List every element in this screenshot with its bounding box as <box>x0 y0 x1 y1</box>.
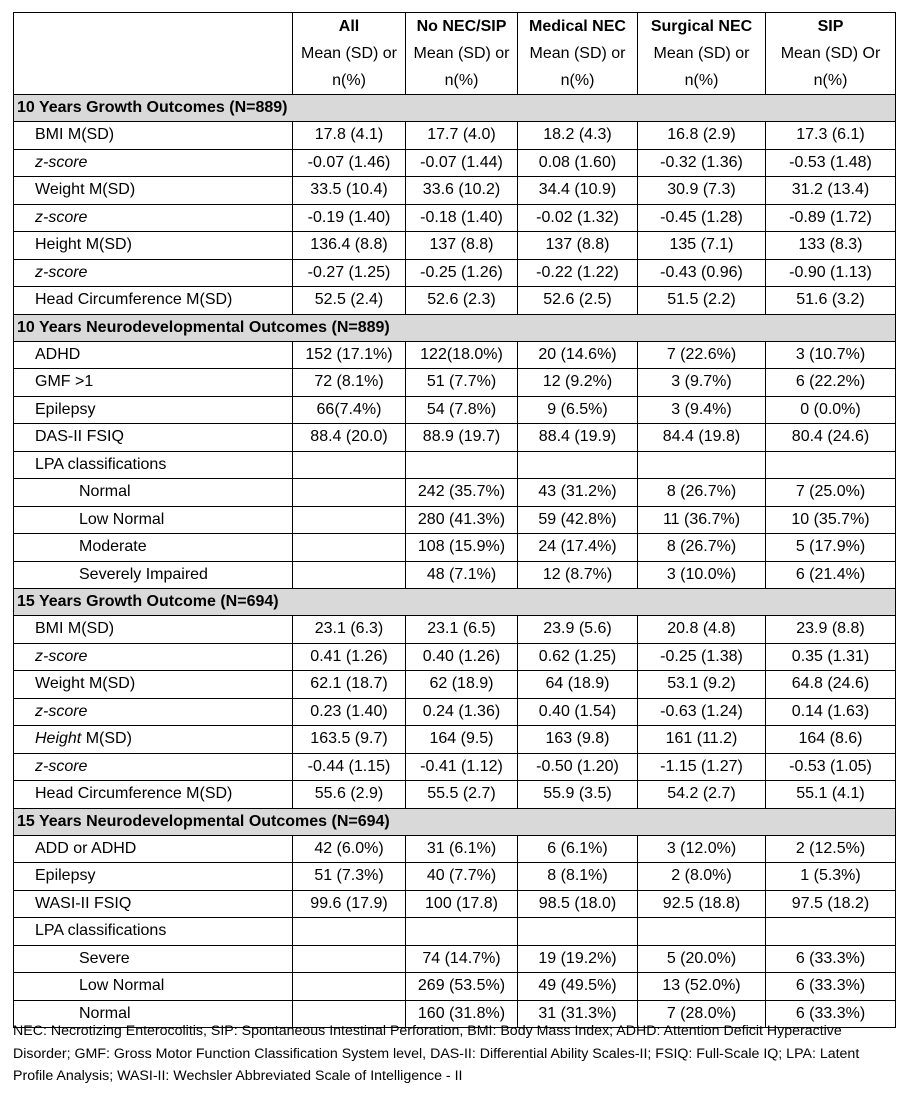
header-subtitle: Mean (SD) Or n(%) <box>780 45 881 89</box>
table-cell: 0.41 (1.26) <box>293 643 406 671</box>
table-cell: 17.7 (4.0) <box>406 122 518 150</box>
table-row <box>14 671 896 699</box>
table-cell <box>293 479 406 507</box>
row-label: Normal <box>14 1000 293 1028</box>
row-label: Severely Impaired <box>14 561 293 589</box>
row-label: BMI M(SD) <box>14 616 293 644</box>
table-cell: -0.43 (0.96) <box>638 259 766 287</box>
table-cell: 0 (0.0%) <box>766 396 896 424</box>
header-cell-label <box>14 13 293 95</box>
row-label: Epilepsy <box>14 396 293 424</box>
table-cell <box>293 973 406 1001</box>
table-cell: 51 (7.7%) <box>406 369 518 397</box>
section-header-row <box>14 589 896 616</box>
row-label: WASI-II FSIQ <box>14 890 293 918</box>
row-label: Head Circumference M(SD) <box>14 781 293 809</box>
row-label: GMF >1 <box>14 369 293 397</box>
row-label: Epilepsy <box>14 863 293 891</box>
table-cell: 23.1 (6.5) <box>406 616 518 644</box>
table-cell: 12 (8.7%) <box>518 561 638 589</box>
row-label-italic: Height <box>35 730 82 748</box>
table-cell: 97.5 (18.2) <box>766 890 896 918</box>
table-cell: -0.32 (1.36) <box>638 149 766 177</box>
table-cell: 1 (5.3%) <box>766 863 896 891</box>
row-label: BMI M(SD) <box>14 122 293 150</box>
row-label: DAS-II FSIQ <box>14 424 293 452</box>
row-label: Weight M(SD) <box>14 177 293 205</box>
row-label: ADD or ADHD <box>14 835 293 863</box>
header-subtitle: Mean (SD) or n(%) <box>413 45 510 89</box>
table-cell: 17.3 (6.1) <box>766 122 896 150</box>
table-cell: 2 (12.5%) <box>766 835 896 863</box>
table-row <box>14 369 896 397</box>
table-cell: 20 (14.6%) <box>518 341 638 369</box>
header-subtitle: Mean (SD) or n(%) <box>653 45 750 89</box>
table-cell: 242 (35.7%) <box>406 479 518 507</box>
header-cell-no-nec-sip <box>406 13 518 95</box>
table-cell: 66(7.4%) <box>293 396 406 424</box>
table-cell: 42 (6.0%) <box>293 835 406 863</box>
table-cell: 62.1 (18.7) <box>293 671 406 699</box>
row-label: Height M(SD) <box>14 232 293 260</box>
table-cell: -0.44 (1.15) <box>293 753 406 781</box>
table-cell: 62 (18.9) <box>406 671 518 699</box>
table-cell: -0.53 (1.48) <box>766 149 896 177</box>
row-label: Normal <box>14 479 293 507</box>
row-label: LPA classifications <box>14 918 293 946</box>
table-cell: 72 (8.1%) <box>293 369 406 397</box>
table-cell: 20.8 (4.8) <box>638 616 766 644</box>
table-cell: 54 (7.8%) <box>406 396 518 424</box>
table-cell: 9 (6.5%) <box>518 396 638 424</box>
table-row <box>14 863 896 891</box>
table-cell: 0.14 (1.63) <box>766 698 896 726</box>
section-header-row <box>14 314 896 341</box>
table-cell: 31.2 (13.4) <box>766 177 896 205</box>
table-cell: 7 (25.0%) <box>766 479 896 507</box>
table-cell: 51.6 (3.2) <box>766 287 896 315</box>
header-title: SIP <box>817 18 844 35</box>
table-cell: 17.8 (4.1) <box>293 122 406 150</box>
table-cell: 6 (22.2%) <box>766 369 896 397</box>
table-cell <box>293 506 406 534</box>
row-label: Low Normal <box>14 506 293 534</box>
table-cell: 31 (6.1%) <box>406 835 518 863</box>
table-cell: 88.4 (19.9) <box>518 424 638 452</box>
table-cell <box>406 918 518 946</box>
header-cell-surgical-nec <box>638 13 766 95</box>
table-cell: -0.27 (1.25) <box>293 259 406 287</box>
table-cell: 11 (36.7%) <box>638 506 766 534</box>
table-cell <box>518 451 638 479</box>
table-cell: 30.9 (7.3) <box>638 177 766 205</box>
header-subtitle: Mean (SD) or n(%) <box>529 45 626 89</box>
table-cell: 161 (11.2) <box>638 726 766 754</box>
table-cell: 163.5 (9.7) <box>293 726 406 754</box>
table-cell: 88.9 (19.7) <box>406 424 518 452</box>
table-cell: -0.02 (1.32) <box>518 204 638 232</box>
row-label: z-score <box>14 259 293 287</box>
table-cell: -0.50 (1.20) <box>518 753 638 781</box>
row-label: z-score <box>14 643 293 671</box>
table-cell: 64 (18.9) <box>518 671 638 699</box>
table-cell: 269 (53.5%) <box>406 973 518 1001</box>
row-label: Severe <box>14 945 293 973</box>
table-cell: 12 (9.2%) <box>518 369 638 397</box>
table-cell: -0.07 (1.46) <box>293 149 406 177</box>
table-cell <box>406 451 518 479</box>
section-title: 15 Years Growth Outcome (N=694) <box>14 589 896 616</box>
section-title: 10 Years Neurodevelopmental Outcomes (N=889) <box>14 314 896 341</box>
table-cell: 5 (20.0%) <box>638 945 766 973</box>
header-cell-sip <box>766 13 896 95</box>
row-label: LPA classifications <box>14 451 293 479</box>
table-row <box>14 451 896 479</box>
table-row <box>14 506 896 534</box>
table-cell <box>638 451 766 479</box>
table-cell: 98.5 (18.0) <box>518 890 638 918</box>
table-cell: 3 (12.0%) <box>638 835 766 863</box>
table-cell <box>518 918 638 946</box>
table-cell <box>766 451 896 479</box>
row-label: Moderate <box>14 534 293 562</box>
table-cell: -0.07 (1.44) <box>406 149 518 177</box>
row-label: ADHD <box>14 341 293 369</box>
table-cell: 23.1 (6.3) <box>293 616 406 644</box>
table-row <box>14 643 896 671</box>
table-cell <box>293 918 406 946</box>
table-cell: 19 (19.2%) <box>518 945 638 973</box>
table-cell: 0.35 (1.31) <box>766 643 896 671</box>
table-cell: 55.6 (2.9) <box>293 781 406 809</box>
table-row <box>14 698 896 726</box>
table-cell: -0.45 (1.28) <box>638 204 766 232</box>
table-row <box>14 753 896 781</box>
table-cell: 0.62 (1.25) <box>518 643 638 671</box>
header-row <box>14 13 896 95</box>
table-cell: 6 (33.3%) <box>766 1000 896 1028</box>
table-cell: 23.9 (5.6) <box>518 616 638 644</box>
row-label: Head Circumference M(SD) <box>14 287 293 315</box>
table-cell: 6 (33.3%) <box>766 973 896 1001</box>
table-cell: 92.5 (18.8) <box>638 890 766 918</box>
table-row <box>14 177 896 205</box>
table-cell: 55.5 (2.7) <box>406 781 518 809</box>
table-cell: 108 (15.9%) <box>406 534 518 562</box>
table-cell: -1.15 (1.27) <box>638 753 766 781</box>
header-title: All <box>338 18 360 35</box>
table-cell: 88.4 (20.0) <box>293 424 406 452</box>
table-row <box>14 945 896 973</box>
row-label-rest: M(SD) <box>81 730 132 748</box>
table-cell: 54.2 (2.7) <box>638 781 766 809</box>
table-cell: 51.5 (2.2) <box>638 287 766 315</box>
table-cell: 52.5 (2.4) <box>293 287 406 315</box>
header-title: Medical NEC <box>529 18 626 35</box>
row-label: z-score <box>14 698 293 726</box>
row-label: z-score <box>14 204 293 232</box>
table-cell: 7 (22.6%) <box>638 341 766 369</box>
table-cell: 74 (14.7%) <box>406 945 518 973</box>
table-cell: 0.40 (1.26) <box>406 643 518 671</box>
table-cell: 3 (9.4%) <box>638 396 766 424</box>
table-row <box>14 479 896 507</box>
table-cell <box>293 534 406 562</box>
table-cell: 33.6 (10.2) <box>406 177 518 205</box>
table-cell: -0.89 (1.72) <box>766 204 896 232</box>
table-cell: 40 (7.7%) <box>406 863 518 891</box>
table-cell: 10 (35.7%) <box>766 506 896 534</box>
table-cell: 0.40 (1.54) <box>518 698 638 726</box>
table-cell: 8 (8.1%) <box>518 863 638 891</box>
table-cell: 52.6 (2.3) <box>406 287 518 315</box>
table-cell: 33.5 (10.4) <box>293 177 406 205</box>
table-cell: 3 (10.0%) <box>638 561 766 589</box>
table-row <box>14 561 896 589</box>
table-cell <box>293 451 406 479</box>
table-cell: 48 (7.1%) <box>406 561 518 589</box>
table-cell: 164 (8.6) <box>766 726 896 754</box>
table-cell: -0.22 (1.22) <box>518 259 638 287</box>
table-cell: 13 (52.0%) <box>638 973 766 1001</box>
table-row <box>14 534 896 562</box>
section-header-row <box>14 95 896 122</box>
table-cell: 31 (31.3%) <box>518 1000 638 1028</box>
table-cell: 23.9 (8.8) <box>766 616 896 644</box>
table-cell: 8 (26.7%) <box>638 479 766 507</box>
table-cell: 8 (26.7%) <box>638 534 766 562</box>
table-row <box>14 918 896 946</box>
outcomes-table <box>13 12 896 1028</box>
table-cell: -0.53 (1.05) <box>766 753 896 781</box>
table-cell <box>293 945 406 973</box>
table-cell: 6 (33.3%) <box>766 945 896 973</box>
table-cell: -0.25 (1.26) <box>406 259 518 287</box>
table-row <box>14 781 896 809</box>
table-row <box>14 122 896 150</box>
table-cell <box>293 561 406 589</box>
table-cell: 53.1 (9.2) <box>638 671 766 699</box>
table-cell: 49 (49.5%) <box>518 973 638 1001</box>
table-cell: 152 (17.1%) <box>293 341 406 369</box>
table-cell: 160 (31.8%) <box>406 1000 518 1028</box>
table-cell: 2 (8.0%) <box>638 863 766 891</box>
section-title: 15 Years Neurodevelopmental Outcomes (N=694) <box>14 808 896 835</box>
table-cell: 3 (10.7%) <box>766 341 896 369</box>
table-row <box>14 287 896 315</box>
table-cell: 135 (7.1) <box>638 232 766 260</box>
table-cell: 6 (21.4%) <box>766 561 896 589</box>
table-row <box>14 726 896 754</box>
table-row <box>14 616 896 644</box>
table-cell: 34.4 (10.9) <box>518 177 638 205</box>
row-label: Weight M(SD) <box>14 671 293 699</box>
table-cell: 133 (8.3) <box>766 232 896 260</box>
table-footnote: NEC: Necrotizing Enterocolitis, SIP: Spontaneous Intestinal Perforation, BMI: Body Mass Index; ADHD: Attention Deficit Hyperactive Disorder; GMF: Gross Motor Function Classification System level, DAS-II: Differential Ability Scales-II; FSIQ: Full-Scale IQ; LPA: Latent Profile Analysis; WASI-II: Wechsler Abbreviated Scale of Intelligence - II <box>13 1023 860 1084</box>
table-cell: 0.23 (1.40) <box>293 698 406 726</box>
table-row <box>14 890 896 918</box>
table-cell: 163 (9.8) <box>518 726 638 754</box>
table-cell: 137 (8.8) <box>406 232 518 260</box>
table-body <box>14 95 896 1028</box>
table-cell: -0.63 (1.24) <box>638 698 766 726</box>
table-cell: 6 (6.1%) <box>518 835 638 863</box>
table-row <box>14 341 896 369</box>
row-label: z-score <box>14 149 293 177</box>
table-cell: 7 (28.0%) <box>638 1000 766 1028</box>
table-cell: -0.90 (1.13) <box>766 259 896 287</box>
table-cell: 51 (7.3%) <box>293 863 406 891</box>
header-title: Surgical NEC <box>650 18 753 35</box>
table-cell: 55.9 (3.5) <box>518 781 638 809</box>
table-cell: -0.18 (1.40) <box>406 204 518 232</box>
table-cell: 52.6 (2.5) <box>518 287 638 315</box>
table-cell: -0.25 (1.38) <box>638 643 766 671</box>
row-label <box>14 726 293 754</box>
table-cell: 43 (31.2%) <box>518 479 638 507</box>
table-cell: 59 (42.8%) <box>518 506 638 534</box>
table-row <box>14 259 896 287</box>
row-label: Low Normal <box>14 973 293 1001</box>
header-title: No NEC/SIP <box>416 18 507 35</box>
header-cell-all <box>293 13 406 95</box>
table-cell: 137 (8.8) <box>518 232 638 260</box>
row-label: z-score <box>14 753 293 781</box>
table-cell <box>766 918 896 946</box>
table-row <box>14 973 896 1001</box>
table-row <box>14 424 896 452</box>
table-cell: 100 (17.8) <box>406 890 518 918</box>
table-cell: -0.19 (1.40) <box>293 204 406 232</box>
table-cell: 84.4 (19.8) <box>638 424 766 452</box>
table-cell: 280 (41.3%) <box>406 506 518 534</box>
table-cell: -0.41 (1.12) <box>406 753 518 781</box>
table-cell <box>638 918 766 946</box>
table-cell: 99.6 (17.9) <box>293 890 406 918</box>
table-row <box>14 149 896 177</box>
table-cell: 18.2 (4.3) <box>518 122 638 150</box>
table-cell: 55.1 (4.1) <box>766 781 896 809</box>
section-title: 10 Years Growth Outcomes (N=889) <box>14 95 896 122</box>
table-row <box>14 835 896 863</box>
table-cell: 16.8 (2.9) <box>638 122 766 150</box>
table-row <box>14 232 896 260</box>
section-header-row <box>14 808 896 835</box>
table-row <box>14 204 896 232</box>
table-cell: 122(18.0%) <box>406 341 518 369</box>
table-cell: 64.8 (24.6) <box>766 671 896 699</box>
table-cell: 136.4 (8.8) <box>293 232 406 260</box>
table-cell: 164 (9.5) <box>406 726 518 754</box>
table-cell: 0.24 (1.36) <box>406 698 518 726</box>
header-cell-medical-nec <box>518 13 638 95</box>
table-cell: 0.08 (1.60) <box>518 149 638 177</box>
table-cell: 5 (17.9%) <box>766 534 896 562</box>
table-cell: 3 (9.7%) <box>638 369 766 397</box>
header-subtitle: Mean (SD) or n(%) <box>300 45 398 89</box>
table-row <box>14 396 896 424</box>
table-cell: 24 (17.4%) <box>518 534 638 562</box>
table-cell: 80.4 (24.6) <box>766 424 896 452</box>
